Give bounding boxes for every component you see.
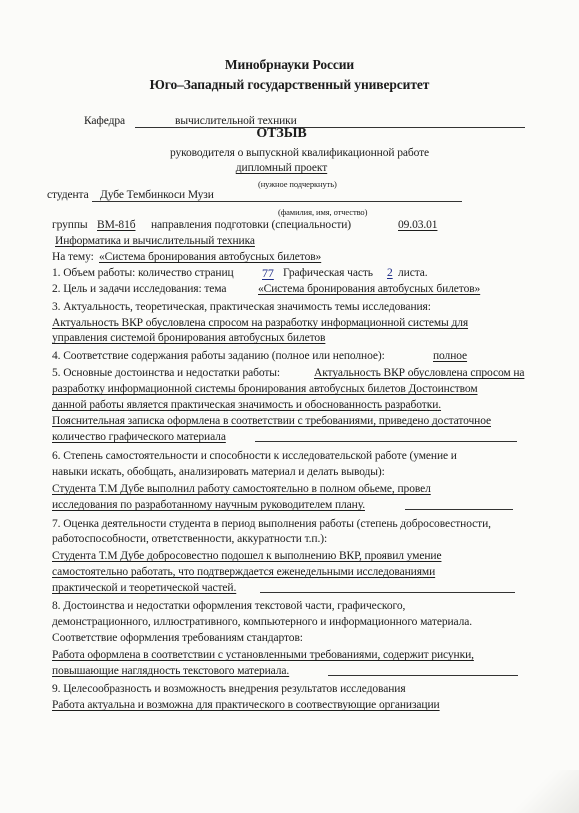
item-3-answer-line-1: Актуальность ВКР обусловлена спросом на разработку информационной системы для [52,317,469,329]
item-9-question: 9. Целесообразность и возможность внедрения результатов исследования [52,683,406,695]
review-subtitle: руководителя о выпускной квалификационной работе [169,147,430,159]
item-6-question-line-2: навыки искать, обобщать, анализировать материал и делать выводы): [52,466,385,478]
item-8-answer-line-2: повышающие наглядность текстового материала. [52,665,290,677]
topic-label: На тему: [52,251,94,263]
item-9-answer: Работа актуальна и возможна для практического в соотвествующие организации [52,699,440,711]
item-5-underline [255,441,517,442]
direction-code: 09.03.01 [398,219,438,231]
item-1-label: 1. Объем работы: количество страниц [52,267,234,279]
student-name: Дубе Тембинкоси Музи [100,189,214,201]
item-7-underline [260,592,515,593]
student-underline [92,201,462,202]
ministry-heading: Минобрнауки России [224,57,355,72]
item-6-answer-line-2: исследования по разработанному научным руководителем плану. [52,499,365,511]
underline-hint: (нужное подчеркнуть) [258,179,337,189]
item-6-underline [405,509,513,510]
scan-shadow [509,770,579,813]
item-8-question-line-3: Соответствие оформления требованиям стандартов: [52,632,303,644]
review-title: ОТЗЫВ [256,126,307,141]
group-label: группы [52,219,88,231]
university-heading: Юго–Западный государственный университет [149,77,430,92]
item-7-answer-line-3: практической и теоретической частей. [52,582,237,594]
item-4-question: 4. Соответствие содержания работы заданию (полное или неполное): [52,350,385,362]
graphic-part-label: Графическая часть [283,267,373,279]
group-value: ВМ-81б [97,219,136,231]
topic-value: «Система бронирования автобусных билетов» [99,251,322,263]
sheets-suffix: листа. [398,267,428,279]
item-7-question-line-2: работоспособности, ответственности, аккуратности т.п.): [52,533,328,545]
student-label: студента [47,189,89,201]
sheets-count: 2 [387,267,393,279]
item-7-question-line-1: 7. Оценка деятельности студента в период выполнения работы (степень добросовестности, [52,518,491,530]
item-8-underline [328,675,518,676]
item-5-answer-line-4: количество графического материала [52,431,226,443]
student-hint: (фамилия, имя, отчество) [278,207,368,217]
item-8-question-line-1: 8. Достоинства и недостатки оформления текстовой части, графического, [52,600,406,612]
item-7-answer-line-2: самостоятельно работать, что подтверждается еженедельными исследованиями [52,566,436,578]
item-5-answer-line-3: Пояснительная записка оформлена в соответствии с требованиями, приведено достаточное [52,415,492,427]
item-7-answer-line-1: Студента Т.М Дубе добросовестно подошел к выполнению ВКР, проявил умение [52,550,442,562]
item-5-answer-line-1: разработку информационной системы бронирования автобусных билетов Достоинством [52,383,478,395]
item-2-label: 2. Цель и задачи исследования: тема [52,283,227,295]
item-6-answer-line-1: Студента Т.М Дубе выполнил работу самостоятельно в полном обьеме, провел [52,483,431,495]
item-3-question: 3. Актуальность, теоретическая, практическая значимость темы исследования: [52,301,431,313]
item-2-value: «Система бронирования автобусных билетов» [258,283,481,295]
item-4-answer: полное [433,350,468,362]
item-5-question: 5. Основные достоинства и недостатки работы: [52,367,281,379]
item-8-question-line-2: демонстрационного, иллюстративного, компьютерного и информационного материала. [52,616,473,628]
direction-label: направления подготовки (специальности) [151,219,352,231]
department-value: вычислительной техники [175,115,297,127]
department-label: Кафедра [84,115,126,127]
work-type: дипломный проект [235,162,328,174]
item-5-answer-line-0: Актуальность ВКР обусловлена спросом на [314,367,525,379]
item-6-question-line-1: 6. Степень самостоятельности и способности к исследовательской работе (умение и [52,450,457,462]
item-3-answer-line-2: управления системой бронирования автобусных билетов [52,332,326,344]
pages-count: 77 [262,266,274,280]
item-5-answer-line-2: данной работы является практическая значимость и обоснованность разработки. [52,399,442,411]
item-8-answer-line-1: Работа оформлена в соответствии с установленными требованиями, содержит рисунки, [52,649,474,661]
direction-name: Информатика и вычислительный техника [55,235,255,247]
